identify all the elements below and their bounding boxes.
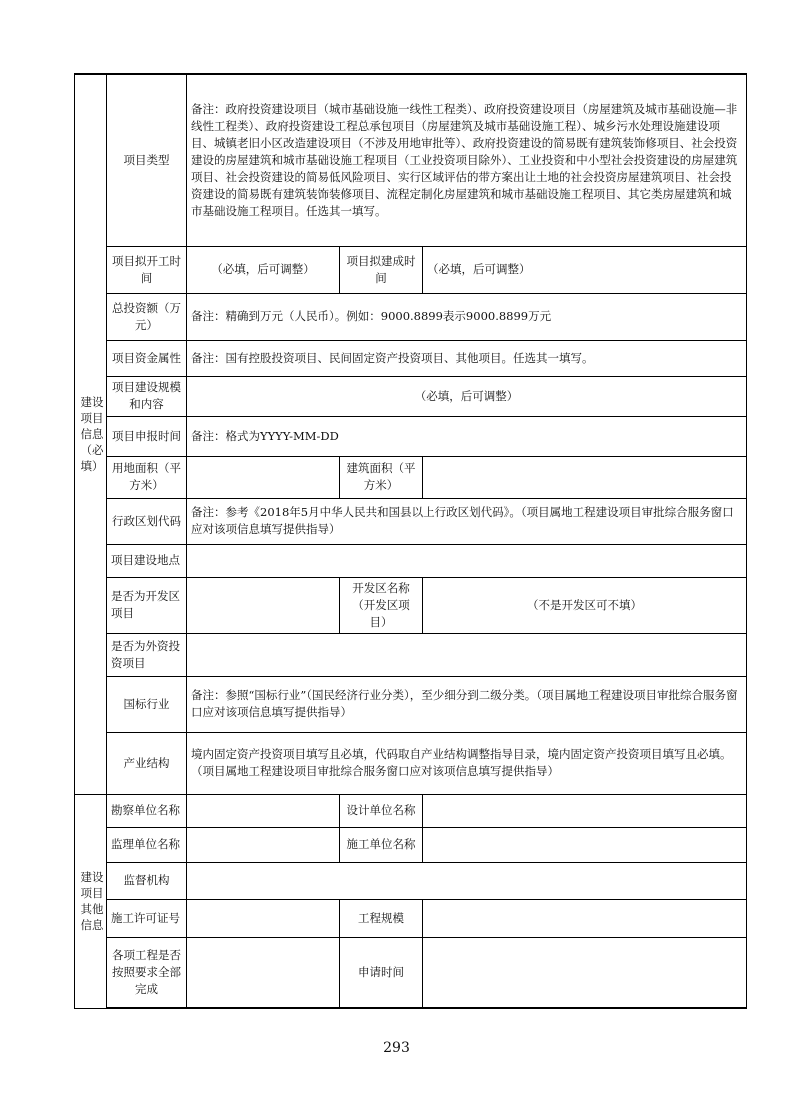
building-area-field[interactable] xyxy=(423,456,747,498)
label-apply-date: 申请时间 xyxy=(340,937,423,1008)
section-other-info xyxy=(75,794,107,1008)
label-project-scale: 工程规模 xyxy=(340,899,423,937)
label-project-type: 项目类型 xyxy=(107,74,187,246)
label-supervisory-org: 监督机构 xyxy=(107,862,187,899)
division-code-note[interactable]: 备注：参考《2018年5月中华人民共和国县以上行政区划代码》。（项目属地工程建设项目审批综合服务窗口应对该项信息填写提供指导） xyxy=(187,498,747,544)
location-field[interactable] xyxy=(187,544,747,577)
section-build-info xyxy=(75,74,107,794)
apply-date-field[interactable] xyxy=(423,937,747,1008)
label-completion-time: 项目拟建成时间 xyxy=(340,246,423,293)
project-info-form xyxy=(74,73,747,1009)
label-industry-structure: 产业结构 xyxy=(107,732,187,794)
scale-content-field[interactable]: （必填，后可调整） xyxy=(187,376,747,416)
label-building-area: 建筑面积（平方米） xyxy=(340,456,423,498)
foreign-invest-field[interactable] xyxy=(187,633,747,676)
project-scale-field[interactable] xyxy=(423,899,747,937)
label-construction-unit: 施工单位名称 xyxy=(340,827,423,862)
industry-note[interactable]: 备注：参照“国标行业”（国民经济行业分类），至少细分到二级分类。（项目属地工程建设项目审批综合服务窗口应对该项信息填写提供指导） xyxy=(187,676,747,732)
completion-time-field[interactable]: （必填，后可调整） xyxy=(423,246,747,293)
label-start-time: 项目拟开工时间 xyxy=(107,246,187,293)
label-survey-unit: 勘察单位名称 xyxy=(107,794,187,827)
total-investment-note[interactable]: 备注：精确到万元（人民币）。例如：9000.8899表示9000.8899万元 xyxy=(187,293,747,340)
completion-field[interactable] xyxy=(187,937,340,1008)
design-unit-field[interactable] xyxy=(423,794,747,827)
label-design-unit: 设计单位名称 xyxy=(340,794,423,827)
label-apply-time: 项目申报时间 xyxy=(107,416,187,456)
label-location: 项目建设地点 xyxy=(107,544,187,577)
supervisory-org-field[interactable] xyxy=(187,862,747,899)
page-number: 293 xyxy=(383,1040,410,1056)
label-industry: 国标行业 xyxy=(107,676,187,732)
label-foreign-invest: 是否为外资投资项目 xyxy=(107,633,187,676)
start-time-field[interactable]: （必填，后可调整） xyxy=(187,246,340,293)
label-dev-zone-name: 开发区名称（开发区项目） xyxy=(340,577,423,633)
supervision-unit-field[interactable] xyxy=(187,827,340,862)
land-area-field[interactable] xyxy=(187,456,340,498)
label-supervision-unit: 监理单位名称 xyxy=(107,827,187,862)
section-other-info-label: 建设项目其他信息 xyxy=(80,870,104,932)
label-fund-attribute: 项目资金属性 xyxy=(107,340,187,376)
survey-unit-field[interactable] xyxy=(187,794,340,827)
fund-attribute-note[interactable]: 备注：国有控股投资项目、民间固定资产投资项目、其他项目。任选其一填写。 xyxy=(187,340,747,376)
project-type-note[interactable]: 备注：政府投资建设项目（城市基础设施一线性工程类）、政府投资建设项目（房屋建筑及城市基础设施—非线性工程类）、政府投资建设工程总承包项目（房屋建筑及城市基础设施工程）、城乡污水处理设施建设项目、城镇老旧小区改造建设项目（不涉及用地审批等）、政府投资建设的简易既有建筑装饰修项目、社会投资建设的房屋建筑和城市基础设施工程项目（工业投资项目除外）、工业投资和中小型社会投资建设的房屋建筑项目、社会投资建设的简易低风险项目、实行区域评估的带方案出让土地的社会投资房屋建筑项目、社会投资建设的简易既有建筑装饰装修项目、流程定制化房屋建筑和城市基础设施工程项目、其它类房屋建筑和城市基础设施工程项目。任选其一填写。 xyxy=(187,74,747,246)
label-permit-no: 施工许可证号 xyxy=(107,899,187,937)
dev-zone-name-field[interactable]: （不是开发区可不填） xyxy=(423,577,747,633)
label-land-area: 用地面积（平方米） xyxy=(107,456,187,498)
label-division-code: 行政区划代码 xyxy=(107,498,187,544)
construction-unit-field[interactable] xyxy=(423,827,747,862)
label-dev-zone: 是否为开发区项目 xyxy=(107,577,187,633)
industry-structure-note[interactable]: 境内固定资产投资项目填写且必填，代码取自产业结构调整指导目录，境内固定资产投资项目填写且必填。（项目属地工程建设项目审批综合服务窗口应对该项信息填写提供指导） xyxy=(187,732,747,794)
dev-zone-field[interactable] xyxy=(187,577,340,633)
apply-time-note[interactable]: 备注：格式为YYYY-MM-DD xyxy=(187,416,747,456)
label-completion: 各项工程是否按照要求全部完成 xyxy=(107,937,187,1008)
label-total-investment: 总投资额（万元） xyxy=(107,293,187,340)
section-build-info-label: 建设项目信息（必填） xyxy=(80,395,104,474)
label-scale-content: 项目建设规模和内容 xyxy=(107,376,187,416)
permit-no-field[interactable] xyxy=(187,899,340,937)
